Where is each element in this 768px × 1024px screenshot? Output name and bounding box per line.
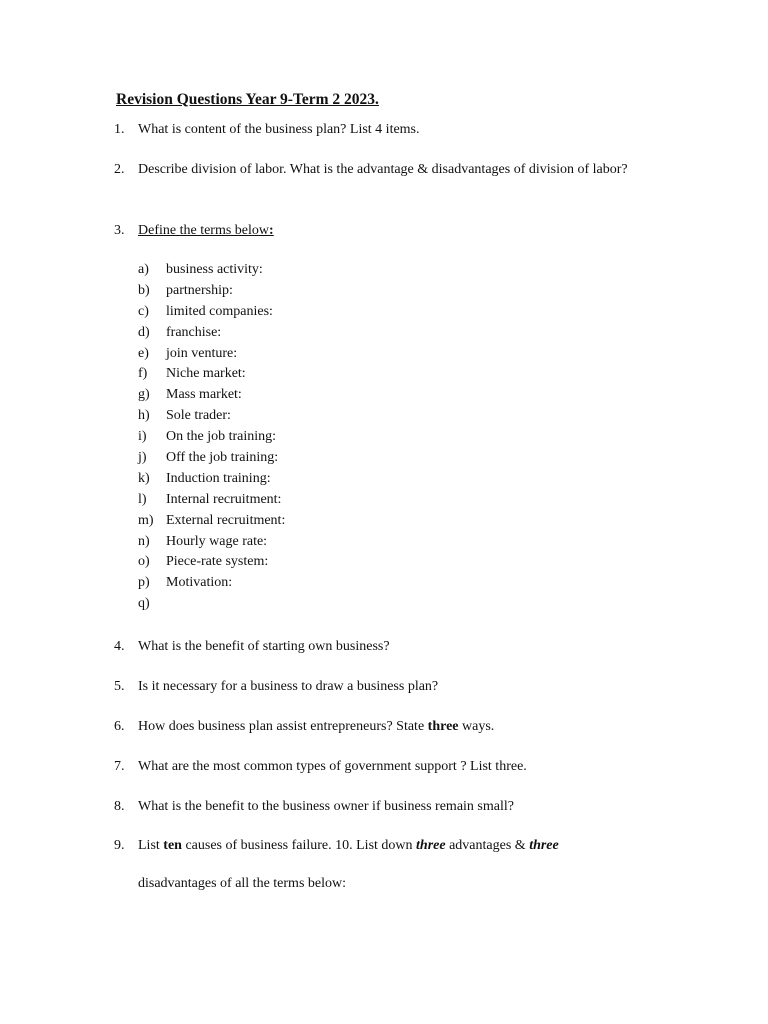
list-item-letter: g) — [138, 387, 150, 403]
question-text-emphasis: three — [529, 838, 559, 853]
question-text — [138, 717, 654, 737]
question-number: 8. — [114, 799, 125, 814]
question-text-part: advantages & — [445, 838, 530, 853]
question-text-emphasis: three — [427, 719, 459, 734]
question-7 — [114, 757, 654, 777]
list-item-label: Piece-rate system: — [166, 554, 269, 570]
list-item-letter: n) — [138, 533, 150, 549]
question-number: 6. — [114, 719, 125, 734]
question-6 — [114, 717, 654, 737]
list-item-letter: b) — [138, 282, 150, 298]
list-item-label: Internal recruitment: — [166, 491, 282, 507]
list-item-letter: c) — [138, 303, 149, 319]
list-item-label: Niche market: — [166, 366, 246, 382]
list-item-label: join venture: — [166, 345, 238, 361]
list-item-label: Sole trader: — [166, 408, 231, 424]
question-number: 5. — [114, 679, 125, 694]
list-item-label: Mass market: — [166, 387, 242, 403]
list-item-label: Motivation: — [166, 575, 233, 591]
question-text: What is the benefit of starting own business? — [138, 639, 390, 654]
list-item-letter: e) — [138, 345, 149, 361]
list-item-letter: a) — [138, 262, 149, 277]
list-item-letter: p) — [138, 575, 150, 591]
list-item-letter: i) — [138, 429, 147, 445]
question-10-continuation — [114, 874, 654, 894]
question-text: What is content of the business plan? List 4 items. — [138, 122, 420, 137]
question-number: 9. — [114, 838, 125, 853]
question-5 — [114, 677, 654, 697]
question-number: 4. — [114, 639, 125, 654]
question-8 — [114, 797, 654, 817]
list-item-letter: d) — [138, 324, 150, 340]
list-item-label: business activity: — [166, 262, 263, 277]
list-item-label: franchise: — [166, 324, 222, 340]
list-item-letter: j) — [138, 450, 147, 466]
document-title: Revision Questions Year 9-Term 2 2023. — [116, 91, 379, 108]
question-number: 1. — [114, 122, 125, 137]
question-text-part: How does business plan assist entrepreneurs? State — [138, 719, 428, 734]
list-item-letter: q) — [138, 596, 150, 612]
question-9 — [114, 836, 654, 856]
question-text: What is the benefit to the business owner if business remain small? — [138, 799, 514, 814]
list-item-label: Off the job training: — [166, 450, 279, 466]
question-4 — [114, 637, 654, 657]
question-text-part: ways. — [458, 719, 495, 734]
question-text-main: Define the terms below — [138, 223, 270, 238]
question-text: What are the most common types of government support ? List three. — [138, 759, 527, 774]
question-number: 3. — [114, 223, 125, 238]
question-number: 7. — [114, 759, 125, 774]
list-item-letter: m) — [138, 512, 154, 528]
list-item-label: On the job training: — [166, 429, 277, 445]
list-item-label: partnership: — [166, 282, 233, 298]
list-item-label: External recruitment: — [166, 512, 286, 528]
question-text-emphasis: three — [416, 838, 446, 853]
list-item-letter: l) — [138, 491, 147, 507]
list-item-label: Induction training: — [166, 470, 271, 486]
question-number: 2. — [114, 162, 125, 177]
list-item-letter: o) — [138, 554, 150, 570]
list-item-letter: f) — [138, 366, 148, 382]
list-item-letter: k) — [138, 470, 150, 486]
question-text-part: causes of business failure. 10. List down — [181, 838, 417, 853]
list-item-letter: h) — [138, 408, 150, 424]
question-text: disadvantages of all the terms below: — [138, 876, 346, 891]
question-text-emphasis: ten — [163, 838, 182, 853]
question-text: Describe division of labor. What is the advantage & disadvantages of division of labor? — [138, 162, 628, 177]
question-text — [138, 221, 654, 241]
question-text: Is it necessary for a business to draw a business plan? — [138, 679, 439, 694]
question-3 — [114, 221, 654, 241]
list-item-label: limited companies: — [166, 303, 273, 319]
question-text-colon: : — [269, 223, 274, 238]
question-2 — [114, 160, 654, 180]
list-item-label: Hourly wage rate: — [166, 533, 268, 549]
question-1 — [114, 120, 654, 140]
question-text-part: List — [138, 838, 164, 853]
question-text — [138, 836, 654, 856]
